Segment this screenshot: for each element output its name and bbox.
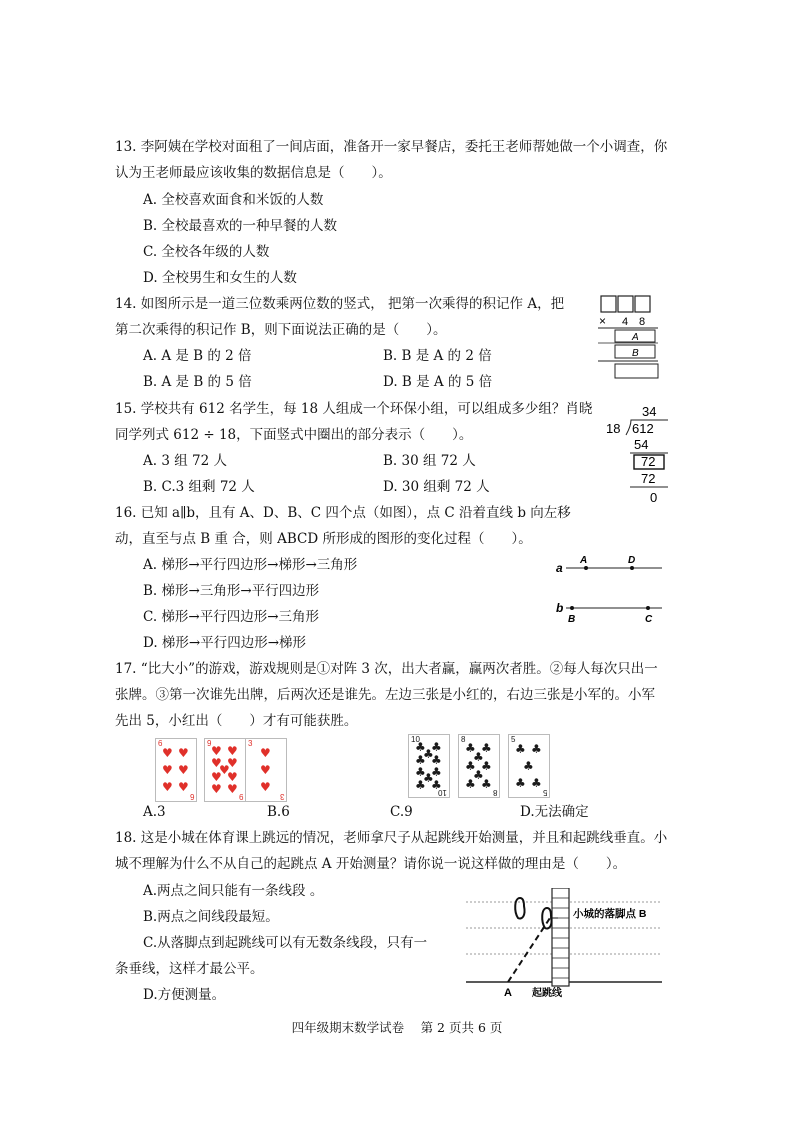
club-pip-icon: ♣ — [415, 740, 426, 754]
club-pip-icon: ♣ — [465, 777, 476, 791]
club-pip-icon: ♣ — [473, 750, 484, 764]
long-division-figure — [604, 402, 674, 506]
blank-box — [618, 296, 633, 312]
q15-stem-line1: 15. 学校共有 612 名学生，每 18 人组成一个环保小组，可以组成多少组？肖晓 — [115, 401, 593, 417]
blank-box — [601, 296, 616, 312]
card-rank: 8 — [461, 735, 466, 744]
q13-stem-line2: 认为王老师最应该收集的数据信息是（ ）。 — [115, 165, 392, 181]
card-rank: 6 — [158, 739, 163, 748]
q16-option-a: A. 梯形→平行四边形→梯形→三角形 — [143, 557, 358, 573]
q16-option-c: C. 梯形→平行四边形→三角形 — [143, 609, 320, 625]
parallel-lines-figure — [552, 550, 667, 628]
multiplication-figure — [592, 294, 667, 382]
heart-pip-icon: ♥ — [178, 763, 189, 777]
club-card-10 — [408, 734, 450, 798]
club-pip-icon: ♣ — [415, 765, 426, 779]
divisor: 18 — [606, 421, 621, 436]
q15-option-a: A. 3 组 72 人 — [143, 453, 227, 469]
card-rank: 8 — [492, 788, 497, 797]
club-pip-icon: ♣ — [415, 778, 426, 792]
point-c — [646, 606, 650, 610]
club-pip-icon: ♣ — [473, 768, 484, 782]
club-pip-icon: ♣ — [431, 740, 442, 754]
heart-pip-icon: ♥ — [162, 746, 173, 760]
q18-option-c-line2: 条垂线，这样才最公平。 — [115, 961, 264, 977]
club-card-5 — [508, 734, 550, 798]
heart-pip-icon: ♥ — [211, 756, 222, 770]
blank-box — [635, 296, 650, 312]
card-rank: 3 — [248, 739, 253, 748]
club-pip-icon: ♣ — [431, 753, 442, 767]
club-pip-icon: ♣ — [423, 747, 434, 761]
club-pip-icon: ♣ — [431, 765, 442, 779]
q17-stem-line1: 17. “比大小”的游戏，游戏规则是①对阵 3 次，出大者赢，赢两次者胜。②每人每次只出一 — [115, 661, 658, 677]
q18-stem-line2: 城不理解为什么不从自己的起跳点 A 开始测量？请你说一说这样做的理由是（ ）。 — [115, 856, 627, 872]
heart-card-9 — [204, 738, 246, 802]
result-box — [615, 364, 658, 378]
q17-option-b: B.6 — [267, 804, 290, 820]
q18-option-b: B.两点之间线段最短。 — [143, 909, 279, 925]
q14-option-b: B. B 是 A 的 2 倍 — [383, 348, 492, 364]
card-rank: 9 — [207, 739, 212, 748]
point-d-label: D — [628, 555, 636, 566]
line-a-label: a — [556, 561, 563, 575]
club-pip-icon: ♣ — [531, 776, 542, 790]
heart-pip-icon: ♥ — [260, 763, 271, 777]
point-a-label: A — [580, 555, 588, 566]
product-b-label: B — [632, 348, 639, 359]
q15-stem-line2: 同学列式 612 ÷ 18，下面竖式中圈出的部分表示（ ）。 — [115, 427, 473, 443]
q18-option-d: D.方便测量。 — [143, 987, 226, 1003]
card-rank: 5 — [542, 788, 547, 797]
q17-option-d: D.无法确定 — [520, 804, 589, 820]
card-rank: 5 — [511, 735, 516, 744]
heart-card-6 — [155, 738, 197, 802]
product-a-label: A — [632, 332, 639, 343]
q14-option-d: D. B 是 A 的 5 倍 — [383, 374, 493, 390]
q17-stem-line3: 先出 5，小红出（ ）才有可能获胜。 — [115, 713, 358, 729]
q14-option-a: A. A 是 B 的 2 倍 — [143, 348, 252, 364]
heart-pip-icon: ♥ — [227, 782, 238, 796]
q13-option-d: D. 全校男生和女生的人数 — [143, 270, 297, 286]
multiplier-digit: 8 — [639, 316, 646, 328]
heart-pip-icon: ♥ — [211, 782, 222, 796]
heart-pip-icon: ♥ — [227, 744, 238, 758]
card-rank: 10 — [411, 735, 420, 744]
heart-pip-icon: ♥ — [211, 770, 222, 784]
club-pip-icon: ♣ — [515, 742, 526, 756]
q18-option-c-line1: C.从落脚点到起跳线可以有无数条线段，只有一 — [143, 935, 428, 951]
circled-remainder: 72 — [641, 454, 656, 469]
q13-stem-line1: 13. 李阿姨在学校对面租了一间店面，准备开一家早餐店，委托王老师帮她做一个小调查，你 — [115, 139, 668, 155]
q14-option-c: B. A 是 B 的 5 倍 — [143, 374, 252, 390]
heart-pip-icon: ♥ — [211, 744, 222, 758]
heart-pip-icon: ♥ — [260, 746, 271, 760]
heart-pip-icon: ♥ — [162, 780, 173, 794]
q16-stem-line2: 动，直至与点 B 重 合，则 ABCD 所形成的图形的变化过程（ ）。 — [115, 531, 532, 547]
footprint-icon — [515, 898, 524, 919]
club-pip-icon: ♣ — [515, 776, 526, 790]
heart-pip-icon: ♥ — [162, 763, 173, 777]
q14-stem-line2: 第二次乘得的积记作 B，则下面说法正确的是（ ）。 — [115, 322, 447, 338]
heart-pip-icon: ♥ — [219, 763, 230, 777]
card-rank: 9 — [238, 792, 243, 801]
line-b-label: b — [556, 601, 564, 615]
landing-point-label: 小城的落脚点 B — [573, 908, 647, 920]
q18-option-a: A.两点之间只能有一条线段 。 — [143, 883, 324, 899]
point-a — [584, 566, 588, 570]
card-rank: 10 — [438, 788, 447, 797]
card-rank: 6 — [189, 792, 194, 801]
heart-pip-icon: ♥ — [178, 780, 189, 794]
point-b-label: B — [568, 614, 576, 625]
heart-pip-icon: ♥ — [260, 780, 271, 794]
heart-pip-icon: ♥ — [178, 746, 189, 760]
q13-option-b: B. 全校最喜欢的一种早餐的人数 — [143, 218, 338, 234]
q15-option-b: B. 30 组 72 人 — [383, 453, 476, 469]
club-pip-icon: ♣ — [423, 771, 434, 785]
point-c-label: C — [645, 614, 653, 625]
club-pip-icon: ♣ — [465, 759, 476, 773]
club-card-8 — [458, 734, 500, 798]
times-sign: × — [599, 314, 607, 328]
product-row: 72 — [641, 471, 656, 486]
page-footer: 四年级期末数学试卷 第 2 页共 6 页 — [291, 1020, 503, 1035]
club-pip-icon: ♣ — [481, 741, 492, 755]
dividend: 612 — [632, 421, 654, 436]
club-pip-icon: ♣ — [481, 759, 492, 773]
ruler — [552, 888, 569, 986]
club-pip-icon: ♣ — [531, 742, 542, 756]
q15-option-c: B. C.3 组剩 72 人 — [143, 479, 255, 495]
long-jump-figure — [462, 888, 664, 1000]
club-pip-icon: ♣ — [431, 778, 442, 792]
point-d — [630, 566, 634, 570]
heart-pip-icon: ♥ — [227, 770, 238, 784]
q17-stem-line2: 张牌。③第一次谁先出牌，后两次还是谁先。左边三张是小红的，右边三张是小军的。小军 — [115, 687, 655, 703]
q14-stem-line1: 14. 如图所示是一道三位数乘两位数的竖式， 把第一次乘得的积记作 A，把 — [115, 296, 565, 312]
q13-option-c: C. 全校各年级的人数 — [143, 244, 270, 260]
start-point-label: A — [504, 987, 512, 999]
heart-card-3 — [245, 738, 287, 802]
club-pip-icon: ♣ — [481, 777, 492, 791]
quotient: 34 — [642, 404, 657, 419]
q17-option-a: A.3 — [143, 804, 166, 820]
q13-option-a: A. 全校喜欢面食和米饭的人数 — [143, 192, 324, 208]
q17-option-c: C.9 — [390, 804, 413, 820]
q15-option-d: D. 30 组剩 72 人 — [383, 479, 490, 495]
heart-pip-icon: ♥ — [227, 756, 238, 770]
q16-stem-line1: 16. 已知 a∥b，且有 A、D、B、C 四个点（如图），点 C 沿着直线 b 向左移 — [115, 505, 571, 521]
final-remainder: 0 — [650, 490, 658, 505]
point-b — [570, 606, 574, 610]
multiplier-digit: 4 — [622, 316, 629, 328]
club-pip-icon: ♣ — [523, 759, 534, 773]
q16-option-b: B. 梯形→三角形→平行四边形 — [143, 583, 320, 599]
q18-stem-line1: 18. 这是小城在体育课上跳远的情况，老师拿尺子从起跳线开始测量，并且和起跳线垂直。小 — [115, 830, 668, 846]
jump-path — [508, 918, 550, 982]
club-pip-icon: ♣ — [465, 741, 476, 755]
club-pip-icon: ♣ — [415, 753, 426, 767]
q16-option-d: D. 梯形→平行四边形→梯形 — [143, 635, 307, 651]
product-row: 54 — [634, 437, 649, 452]
start-line-label: 起跳线 — [532, 988, 562, 999]
card-rank: 3 — [279, 792, 284, 801]
